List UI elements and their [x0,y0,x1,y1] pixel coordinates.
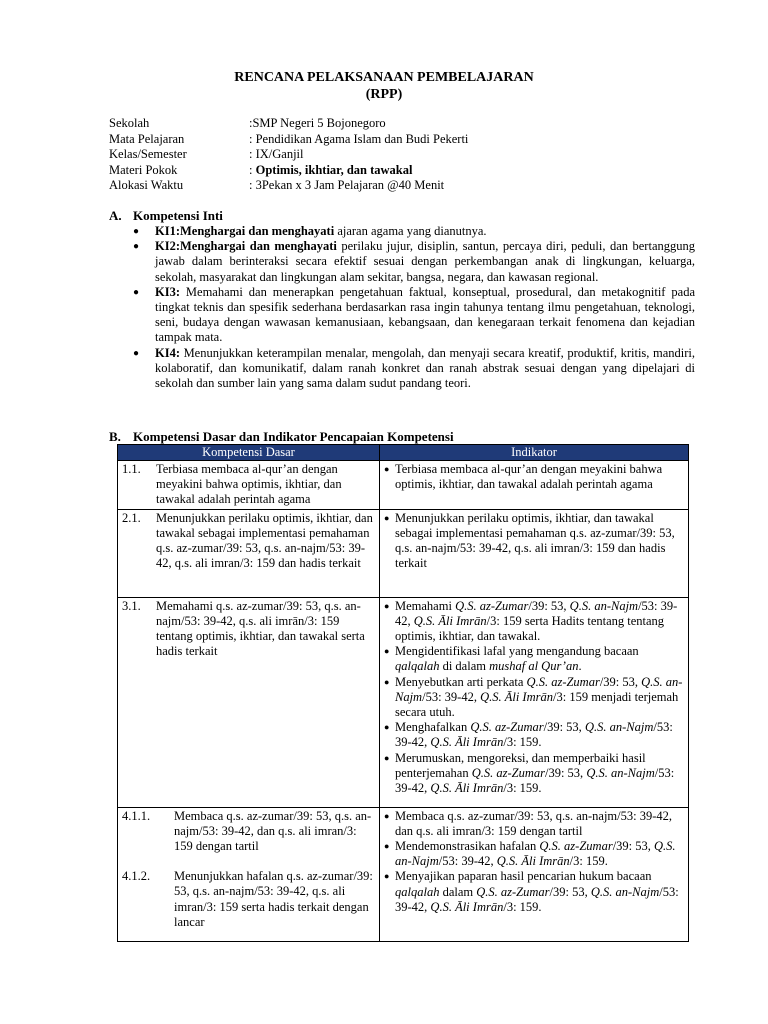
text-segment: /53: 39-42, [395,884,679,914]
ki-body: Menunjukkan keterampilan menalar, mengolah, dan menyaji secara kreatif, produktif, kritis, mandiri, kolaboratif, dan komunikatif, dalam ranah konkret dan ranah abstrak sesuai dengan yang dipelajari di sekolah dan sumber lain yang sama dalam sudut pandang teori. [155,345,695,391]
kd-text: Menunjukkan hafalan q.s. az-zumar/39: 53, q.s. an-najm/53: 39-42, q.s. ali imran/3: 159 serta hadis terkait dengan lancar [174,869,373,929]
indikator-item [384,599,684,645]
section-title: Kompetensi Dasar dan Indikator Pencapaian Kompetensi [133,429,454,444]
text-segment: Menyebutkan arti perkata [395,674,527,689]
table-row [118,461,689,510]
table-body [118,461,689,942]
bullet-icon: ● [384,676,390,687]
section-letter: A. [109,208,122,223]
italic-segment: Q.S. Āli Imrān [430,735,504,750]
ki-text [155,285,695,346]
column-header-kompetensi-dasar: Kompetensi Dasar [118,445,380,461]
text-segment: Menunjukkan perilaku optimis, ikhtiar, dan tawakal sebagai implementasi pemahaman q.s. az-zumar/39: 53, q.s. an-najm/53: 39-42, q.s. ali imran/3: 159 dan hadis terkait [395,510,675,571]
indikator-cell [380,807,689,941]
kd-number: 4.1.1. [122,808,151,823]
table-row [118,597,689,807]
italic-segment: Q.S. Āli Imrān [480,689,553,704]
info-value: : IX/Ganjil [249,147,304,162]
document-title: RENCANA PELAKSANAAN PEMBELAJARAN [234,70,534,85]
kd-number: 3.1. [122,598,141,613]
kompetensi-table [117,444,689,942]
italic-segment: mushaf al Qur’an [489,659,579,674]
table-row [118,807,689,941]
bullet-icon: ● [384,841,390,852]
ki-body: perilaku jujur, disiplin, santun, percaya diri, peduli, dan bertanggung jawab dalam berinteraksi secara efektif sesuai dengan perkembangan anak di lingkungan, keluarga, sekolah, masyarakat dan lingkungan alam sekitar, bangsa, negara, dan kawasan regional. [155,239,695,284]
text-segment: /3: 159 menjadi terjemah secara utuh. [395,689,679,720]
text-segment: /3: 159 serta Hadits tentang tentang optimis, ikhtiar, dan tawakal. [395,613,665,644]
indikator-text [395,809,684,839]
table-header-row [118,445,689,461]
text-segment: Memahami [395,598,456,613]
ki-item [133,224,695,239]
kompetensi-dasar-cell [118,807,380,941]
italic-segment: Q.S. an-Najm [590,884,660,899]
indikator-item [384,511,684,572]
ki-item [133,285,695,346]
bullet-icon: ● [384,810,390,821]
ki-lead: KI2:Menghargai dan menghayati [155,239,337,254]
section-letter: B. [109,429,121,444]
indikator-item [384,809,684,839]
info-row [109,147,669,163]
bullet-icon: ● [133,286,140,298]
indikator-text [395,462,684,492]
info-label: Mata Pelajaran [109,131,185,146]
italic-segment: Q.S. an-Najm [395,674,683,704]
indikator-cell [380,461,689,510]
text-segment: /39: 53, [543,720,585,735]
ki-lead: KI4: [155,345,180,360]
kd-item [122,511,375,572]
text-segment: Membaca q.s. az-zumar/39: 53, q.s. an-najm/53: 39-42, dan q.s. ali imran/3: 159 dengan tartil [395,808,673,838]
kd-item [122,599,375,660]
italic-segment: qalqalah [395,659,440,674]
kd-number: 1.1. [122,462,141,476]
info-value-prefix: : [249,162,256,177]
italic-segment: Q.S. Āli Imrān [430,781,504,796]
italic-segment: Q.S. az-Zumar [455,598,529,613]
bullet-icon: ● [384,464,390,474]
section-b-heading [109,429,454,444]
text-segment: /53: 39-42, [395,765,675,796]
italic-segment: Q.S. an-Najm [584,720,654,735]
italic-segment: Q.S. an-Najm [586,765,655,780]
indikator-cell [380,509,689,597]
text-segment: Mengidentifikasi lafal yang mengandung bacaan [395,644,639,659]
info-value: : Pendidikan Agama Islam dan Budi Pekerti [249,131,469,146]
text-segment: . [578,659,582,674]
kompetensi-dasar-cell [118,509,380,597]
indikator-text [395,839,684,869]
bullet-icon: ● [133,241,140,253]
info-value [249,163,669,179]
indikator-item [384,839,684,869]
ki-text [155,239,695,285]
indikator-text [395,511,684,572]
info-row [109,132,669,148]
info-label: Alokasi Waktu [109,178,184,193]
italic-segment: Q.S. az-Zumar [476,884,550,899]
indikator-item [384,720,684,750]
kd-number: 2.1. [122,510,141,525]
info-block [109,116,669,194]
text-segment: /39: 53, [549,884,591,899]
kd-text: Menunjukkan perilaku optimis, ikhtiar, dan tawakal sebagai implementasi pemahaman q.s. az-zumar/39: 53, q.s. an-najm/53: 39-42, q.s. ali imran/3: 159 dan hadis terkait [156,510,373,571]
bullet-icon: ● [384,871,390,882]
text-segment: /3: 159. [503,899,542,914]
kd-text: Memahami q.s. az-zumar/39: 53, q.s. an-najm/53: 39-42, q.s. ali imrān/3: 159 tentang optimis, ikhtiar, dan tawakal serta hadis terkait [156,598,365,659]
italic-segment: Q.S. az-Zumar [526,674,600,689]
info-label: Sekolah [109,116,150,130]
bullet-icon: ● [384,722,390,733]
indikator-cell [380,597,689,807]
italic-segment: qalqalah [395,884,440,899]
ki-text [155,346,695,392]
text-segment: /39: 53, [528,598,570,613]
text-segment: /39: 53, [612,839,655,854]
indikator-item [384,751,684,797]
text-segment: Merumuskan, mengoreksi, dan memperbaiki hasil penterjemahan [395,750,646,780]
indikator-item [384,869,684,915]
info-label: Kelas/Semester [109,147,187,162]
text-segment: di dalam [439,659,490,674]
bullet-icon: ● [384,512,390,523]
info-value: :SMP Negeri 5 Bojonegoro [249,116,386,130]
italic-segment: Q.S. az-Zumar [471,765,545,780]
text-segment: /3: 159. [503,735,542,750]
text-segment: dalam [439,884,477,899]
ki-text [155,224,695,239]
text-segment: Menghafalkan [395,720,471,735]
text-segment: /53: 39-42, [395,598,678,628]
italic-segment: Q.S. az-Zumar [539,839,613,854]
italic-segment: Q.S. an-Najm [395,839,676,869]
ki-body: Memahami dan menerapkan pengetahuan faktual, konseptual, prosedural, dan metakognitif pada tingkat teknis dan spesifik sederhana berdasarkan rasa ingin tahunya tentang ilmu pengetahuan, teknologi, seni, budaya dengan wawasan kemanusiaan, kebangsaan, dan kenegaraan terkait fenomena dan kejadian tampak mata. [155,284,695,345]
kd-item [122,462,375,508]
text-segment: Terbiasa membaca al-qur’an dengan meyakini bahwa optimis, ikhtiar, dan tawakal adalah perintah agama [395,462,663,492]
text-segment: /53: 39-42, [438,854,497,869]
column-header-indikator: Indikator [380,445,689,461]
italic-segment: Q.S. an-Najm [569,598,639,613]
info-row [109,178,669,194]
kd-text: Terbiasa membaca al-qur’an dengan meyakini bahwa optimis, ikhtiar, dan tawakal adalah perintah agama [156,462,342,507]
italic-segment: Q.S. Āli Imrān [496,854,570,869]
ki-item [133,346,695,392]
italic-segment: Q.S. az-Zumar [470,720,544,735]
kompetensi-dasar-cell [118,461,380,510]
indikator-item [384,462,684,492]
section-title: Kompetensi Inti [133,208,223,223]
italic-segment: Q.S. Āli Imrān [430,899,504,914]
bullet-icon: ● [133,347,140,359]
kd-item [122,869,375,930]
italic-segment: Q.S. Āli Imrān [413,613,487,628]
indikator-text [395,675,684,721]
document-subtitle: (RPP) [365,87,403,102]
indikator-text [395,869,684,915]
indikator-item [384,644,684,674]
info-row [109,163,669,179]
indikator-text [395,599,684,645]
indikator-text [395,720,684,750]
text-segment: Mendemonstrasikan hafalan [395,839,540,854]
kd-text: Membaca q.s. az-zumar/39: 53, q.s. an-najm/53: 39-42, dan q.s. ali imran/3: 159 dengan tartil [174,808,372,854]
text-segment: /39: 53, [599,674,642,689]
text-segment: Menyajikan paparan hasil pencarian hukum bacaan [395,869,652,884]
indikator-text [395,751,684,797]
ki-lead: KI3: [155,284,180,299]
text-segment: /3: 159. [569,854,608,869]
kompetensi-dasar-cell [118,597,380,807]
bullet-icon: ● [133,226,140,237]
ki-item [133,239,695,285]
text-segment: /3: 159. [503,781,542,796]
ki-lead: KI1:Menghargai dan menghayati [155,224,335,238]
text-segment: /53: 39-42, [422,689,481,704]
indikator-text [395,644,684,674]
info-label: Materi Pokok [109,162,178,177]
kd-number: 4.1.2. [122,869,151,884]
section-a-heading [109,208,223,223]
kd-item [122,809,375,855]
info-value: : 3Pekan x 3 Jam Pelajaran @40 Menit [249,178,445,193]
bullet-icon: ● [384,646,390,657]
bullet-icon: ● [384,600,390,611]
text-segment: /53: 39-42, [395,720,673,750]
materi-pokok-value: Optimis, ikhtiar, dan tawakal [255,162,413,177]
ki-body: ajaran agama yang dianutnya. [334,224,487,238]
info-row [109,116,669,132]
bullet-icon: ● [384,752,390,763]
kompetensi-inti-list [133,224,695,391]
table-row [118,509,689,597]
text-segment: /39: 53, [544,765,587,780]
indikator-item [384,675,684,721]
